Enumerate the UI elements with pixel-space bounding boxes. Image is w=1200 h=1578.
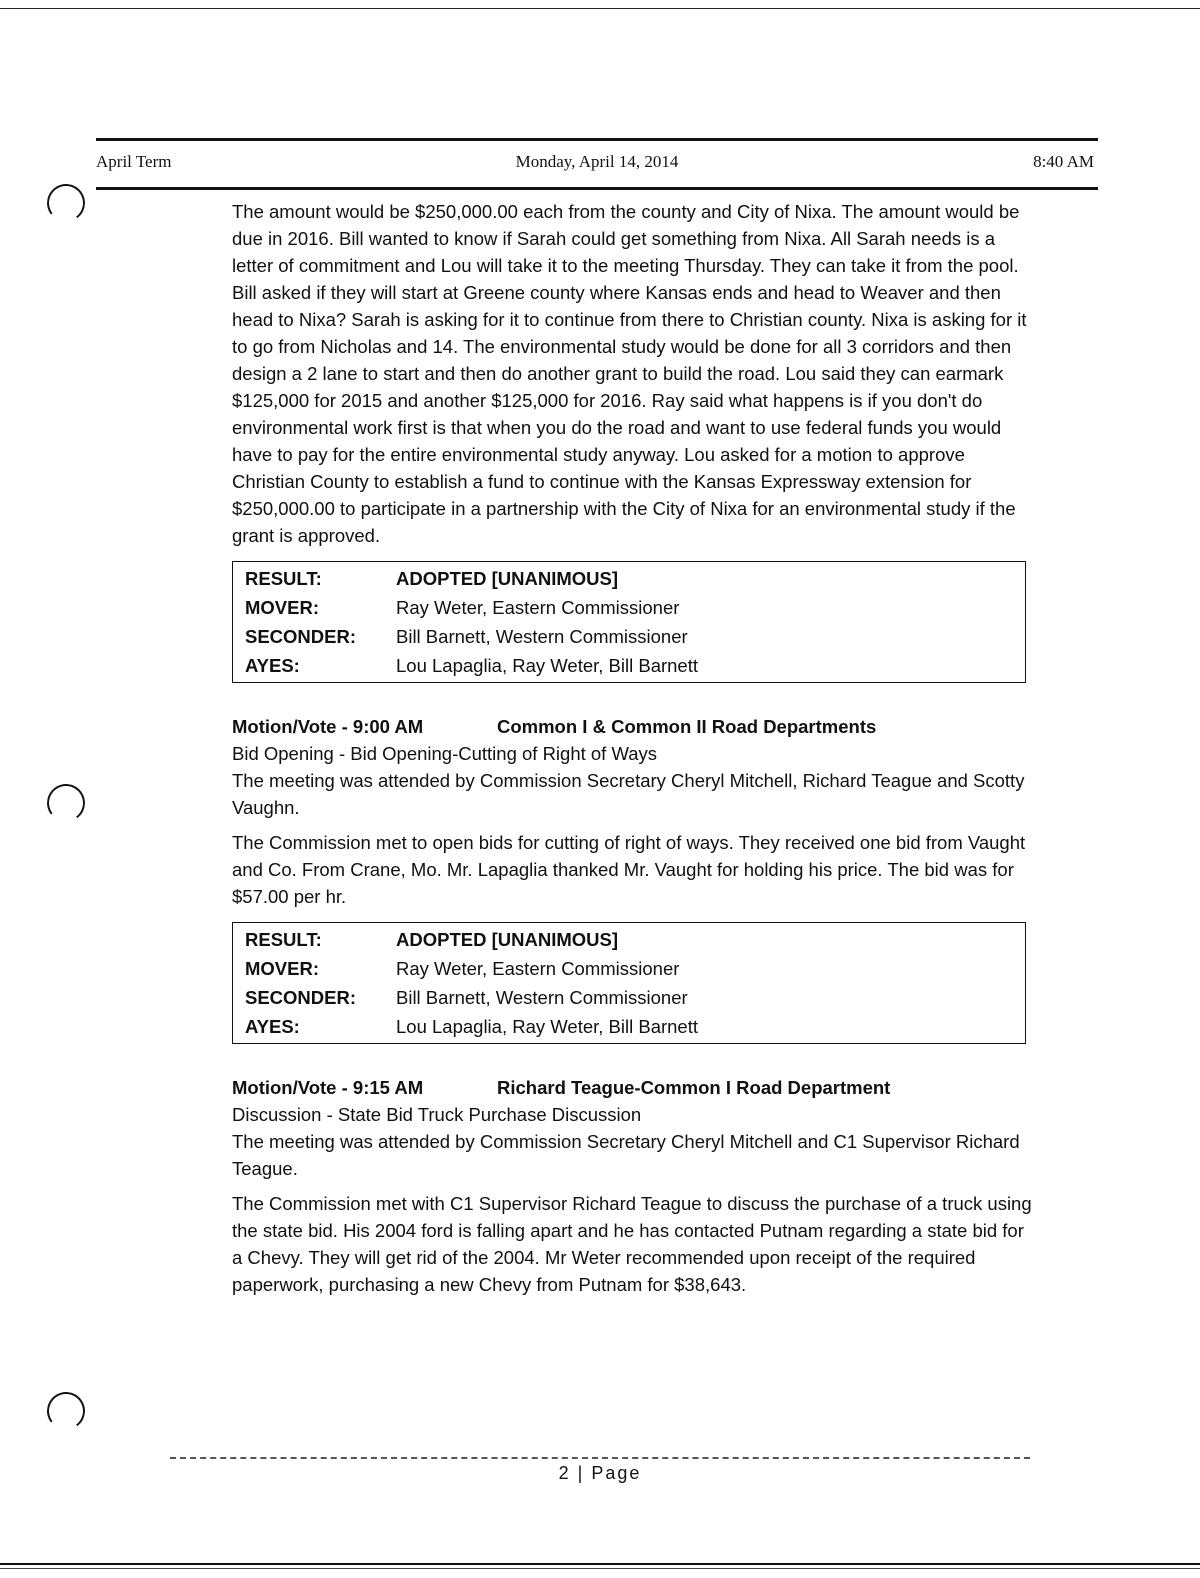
minutes-body bbox=[232, 198, 1032, 1306]
motion-time: Motion/Vote - 9:00 AM bbox=[232, 716, 424, 737]
motion-time: Motion/Vote - 9:15 AM bbox=[232, 1077, 424, 1098]
scan-edge-bottom bbox=[0, 1563, 1200, 1565]
vote-mover-row bbox=[233, 954, 1025, 983]
vote-seconder-row bbox=[233, 983, 1025, 1012]
attendance-paragraph: The meeting was attended by Commission Secretary Cheryl Mitchell, Richard Teague and Scotty Vaughn. bbox=[232, 770, 1025, 818]
header-term: April Term bbox=[96, 152, 172, 171]
page-number: 2 | Page bbox=[558, 1463, 642, 1483]
vote-result-box bbox=[232, 922, 1026, 1044]
punch-hole-icon bbox=[45, 782, 88, 825]
ayes-value: Lou Lapaglia, Ray Weter, Bill Barnett bbox=[396, 655, 698, 676]
vote-ayes-row bbox=[233, 1012, 1025, 1041]
page-header bbox=[96, 138, 1098, 190]
seconder-label: SECONDER: bbox=[245, 987, 357, 1008]
mover-label: MOVER: bbox=[245, 597, 319, 618]
punch-hole-icon bbox=[45, 182, 88, 225]
vote-result-box bbox=[232, 561, 1026, 683]
mover-value: Ray Weter, Eastern Commissioner bbox=[396, 597, 680, 618]
motion-subtitle: Discussion - State Bid Truck Purchase Discussion bbox=[232, 1104, 642, 1125]
body-paragraph: The Commission met to open bids for cutting of right of ways. They received one bid from Vaught and Co. From Crane, Mo. Mr. Lapaglia thanked Mr. Vaught for holding his price. The bid was for $57.00 per hr. bbox=[232, 832, 1026, 907]
motion-title: Richard Teague-Common I Road Department bbox=[497, 1077, 891, 1098]
result-label: RESULT: bbox=[245, 929, 322, 950]
scan-edge-top bbox=[0, 8, 1200, 9]
ayes-label: AYES: bbox=[245, 1016, 300, 1037]
seconder-label: SECONDER: bbox=[245, 626, 357, 647]
attendance-paragraph: The meeting was attended by Commission Secretary Cheryl Mitchell and C1 Supervisor Richard Teague. bbox=[232, 1131, 1020, 1179]
header-time: 8:40 AM bbox=[1033, 152, 1094, 171]
result-value: ADOPTED [UNANIMOUS] bbox=[396, 568, 618, 589]
body-paragraph: The Commission met with C1 Supervisor Richard Teague to discuss the purchase of a truck using the state bid. His 2004 ford is falling apart and he has contacted Putnam regarding a state bid for a Chevy. They will get rid of the 2004. Mr Weter recommended upon receipt of the required paperwork, purchasing a new Chevy from Putnam for $38,643. bbox=[232, 1193, 1032, 1295]
result-value: ADOPTED [UNANIMOUS] bbox=[396, 929, 618, 950]
result-label: RESULT: bbox=[245, 568, 322, 589]
vote-seconder-row bbox=[233, 622, 1025, 651]
vote-mover-row bbox=[233, 593, 1025, 622]
seconder-value: Bill Barnett, Western Commissioner bbox=[396, 987, 688, 1008]
ayes-label: AYES: bbox=[245, 655, 300, 676]
mover-label: MOVER: bbox=[245, 958, 319, 979]
ayes-value: Lou Lapaglia, Ray Weter, Bill Barnett bbox=[396, 1016, 698, 1037]
scan-edge-bottom bbox=[0, 1568, 1200, 1569]
intro-paragraph: The amount would be $250,000.00 each from the county and City of Nixa. The amount would be due in 2016. Bill wanted to know if Sarah could get something from Nixa. All Sarah needs is a letter of commitment and Lou will take it to the meeting Thursday. They can take it from the pool. Bill asked if they will start at Greene county where Kansas ends and head to Weaver and then head to Nixa? Sarah is asking for it to continue from there to Christian county. Nixa is asking for it to go from Nicholas and 14. The environmental study would be done for all 3 corridors and then design a 2 lane to start and then do another grant to build the road. Lou said they can earmark $125,000 for 2015 and another $125,000 for 2016. Ray said what happens is if you don't do environmental work first is that when you do the road and want to use federal funds you would have to pay for the entire environmental study anyway. Lou asked for a motion to approve Christian County to establish a fund to continue with the Kansas Expressway extension for $250,000.00 to participate in a partnership with the City of Nixa for an environmental study if the grant is approved. bbox=[232, 201, 1027, 546]
motion-heading bbox=[232, 1074, 1032, 1101]
motion-subtitle: Bid Opening - Bid Opening-Cutting of Right of Ways bbox=[232, 743, 658, 764]
mover-value: Ray Weter, Eastern Commissioner bbox=[396, 958, 680, 979]
motion-heading bbox=[232, 713, 1032, 740]
vote-result-row bbox=[233, 564, 1025, 593]
vote-ayes-row bbox=[233, 651, 1025, 680]
vote-result-row bbox=[233, 925, 1025, 954]
header-date: Monday, April 14, 2014 bbox=[515, 152, 679, 171]
motion-title: Common I & Common II Road Departments bbox=[497, 716, 877, 737]
punch-hole-icon bbox=[45, 1390, 88, 1433]
seconder-value: Bill Barnett, Western Commissioner bbox=[396, 626, 688, 647]
